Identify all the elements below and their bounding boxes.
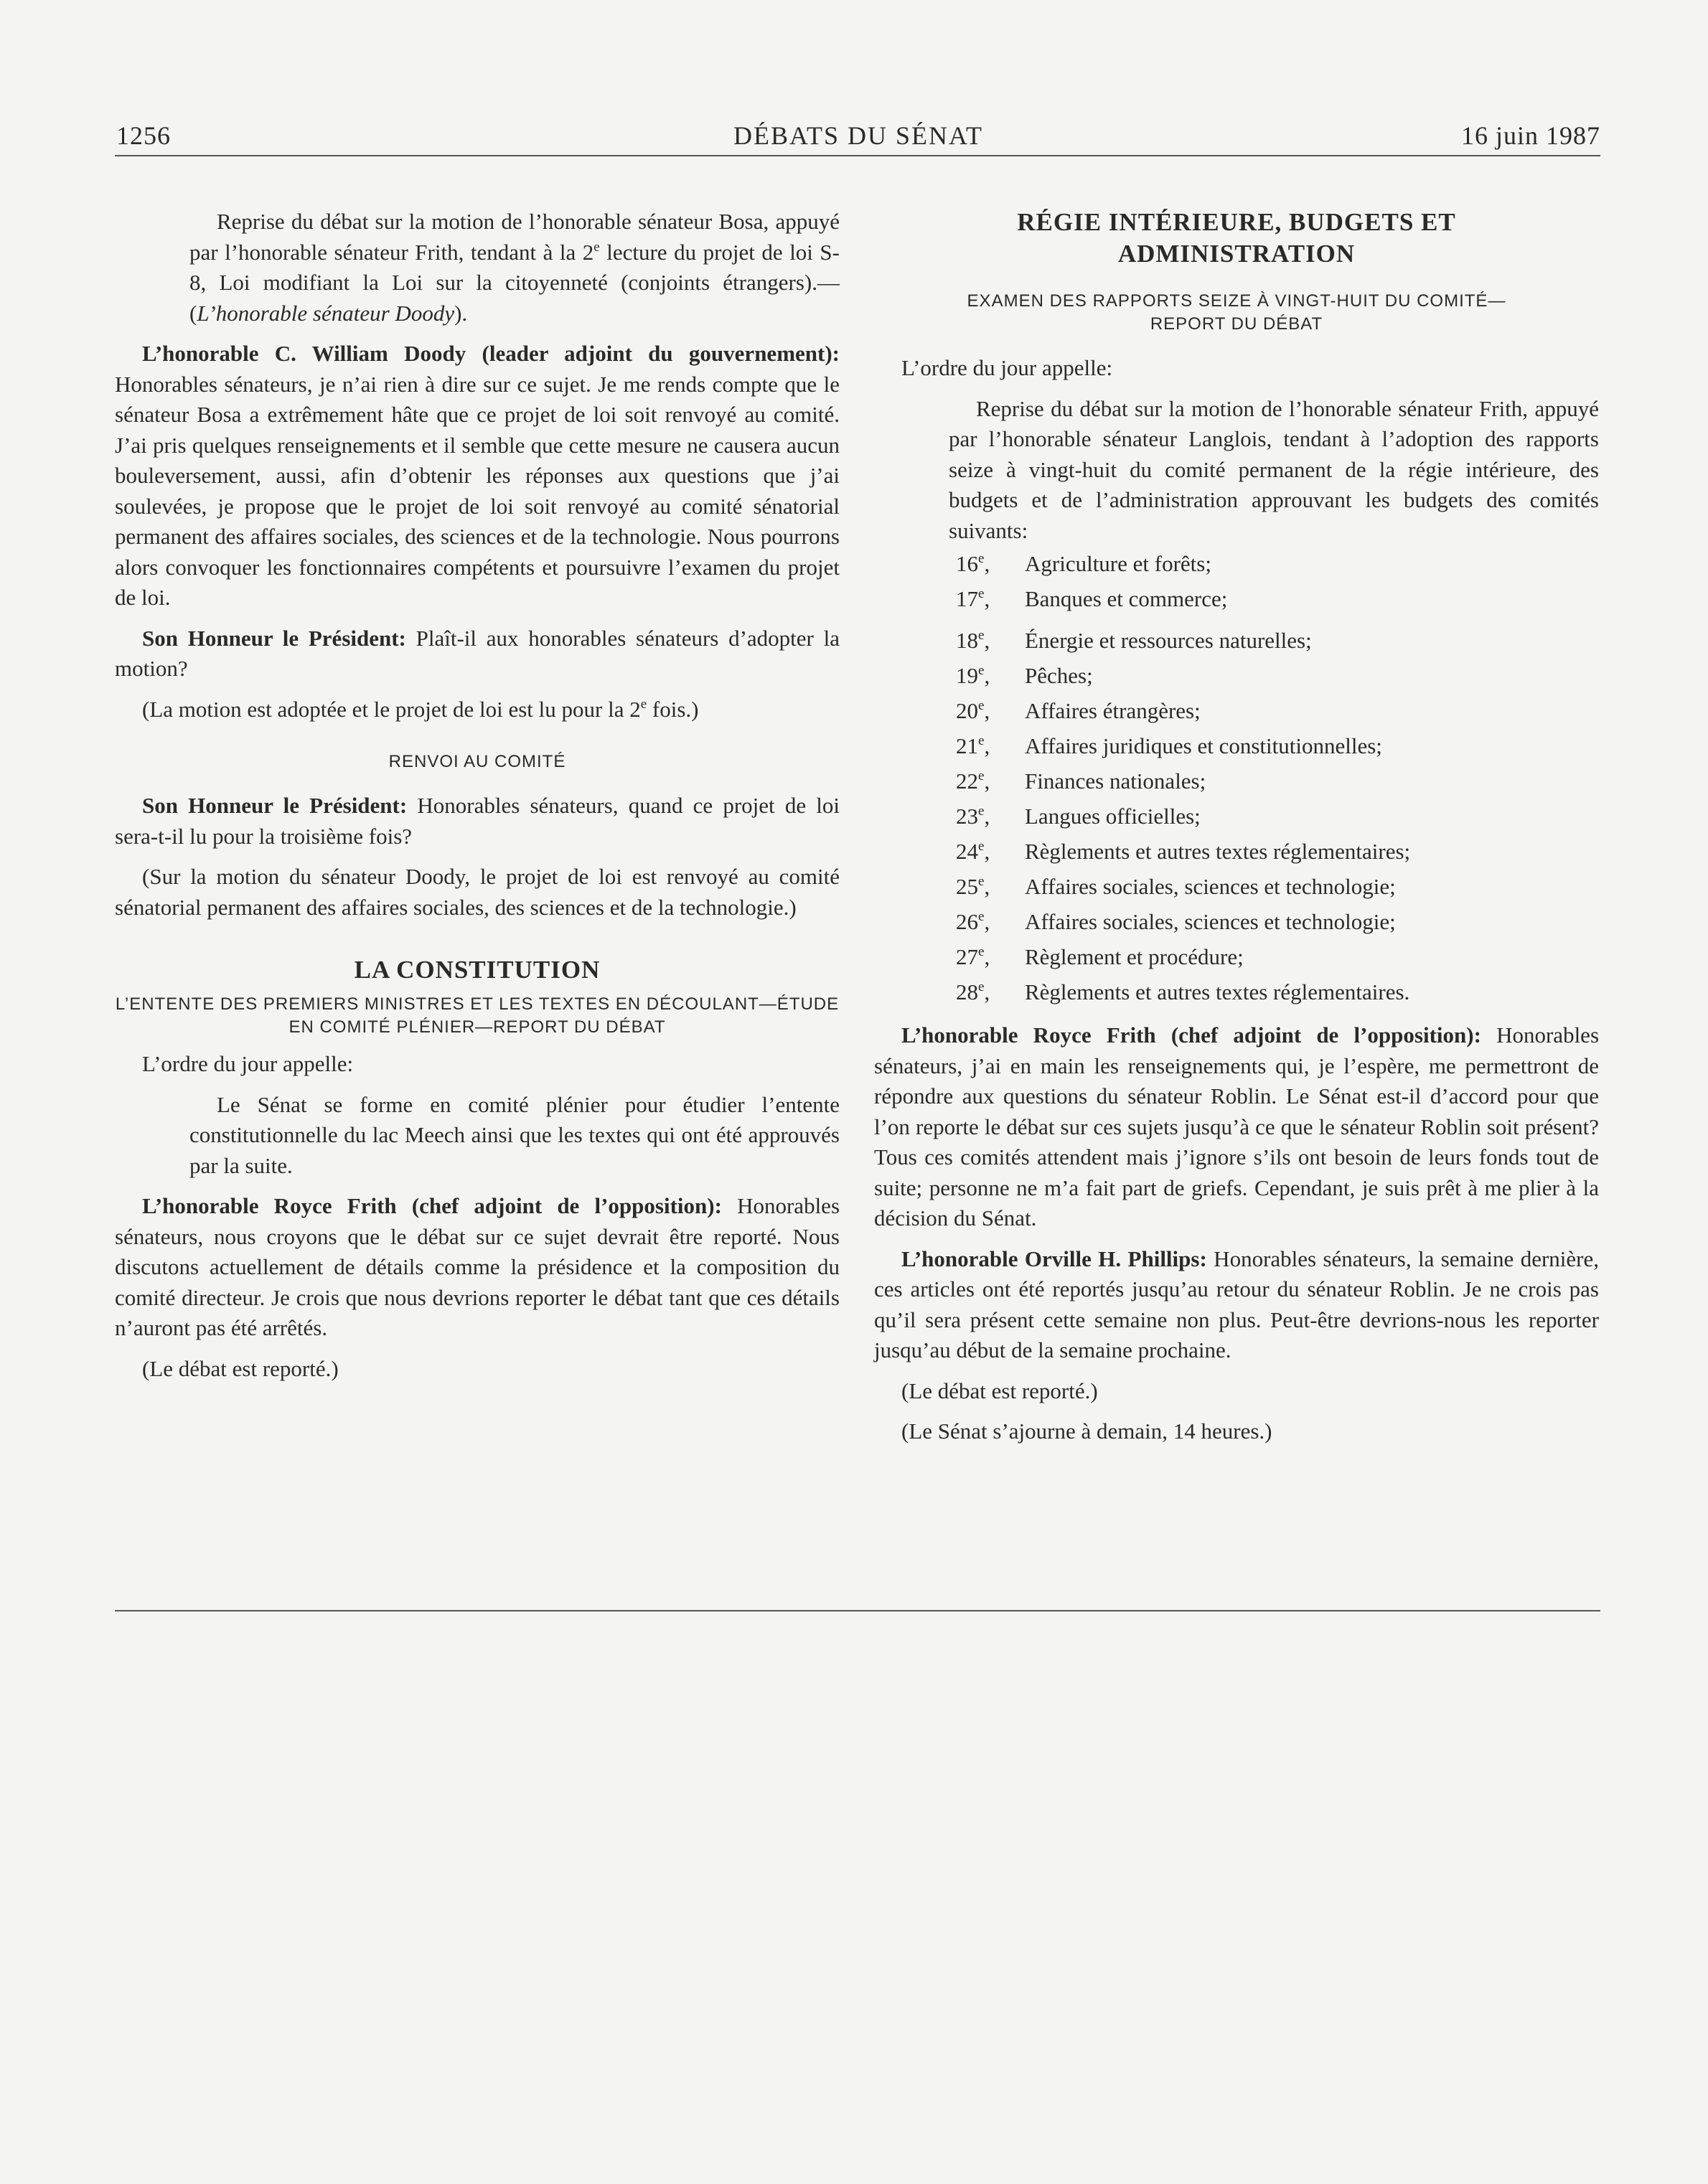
committee-list — [874, 549, 1599, 1007]
page-number: 1256 — [116, 121, 171, 150]
page-header — [116, 121, 1600, 155]
list-item: 26e, Affaires sociales, sciences et technologie; — [956, 909, 1396, 934]
speech-frith: L’honorable Royce Frith (chef adjoint de l’opposition): Honorables sénateurs, j’ai en main les renseignements qui, je l’espère, me permettront de répondre aux questions du sénateur Roblin. Le Sénat est-il d’accord pour que l’on reporte le débat sur ces sujets jusqu’à ce que le sénateur Roblin soit présent? Tous ces comités attendent mais j’ignore s’ils ont besoin de leurs fonds tout de suite; personne ne m’a fait part de griefs. Cependant, je suis prêt à me plier à la décision du Sénat. — [874, 1022, 1600, 1230]
motion-result: (La motion est adoptée et le projet de loi est lu pour la 2e fois.) — [142, 696, 699, 722]
order-of-day-text: Reprise du débat sur la motion de l’honorable sénateur Frith, appuyé par l’honorable sénateur Langlois, tendant à l’adoption des rapports seize à vingt-huit du comité permanent de la régie intérieure, des budgets et de l’administration approuvant les budgets des comités suivants: — [949, 395, 1599, 543]
speaker-name: L’honorable Orville H. Phillips: — [901, 1246, 1207, 1271]
speaker-name: L’honorable C. William Doody (leader adjoint du gouvernement): — [142, 341, 840, 366]
list-item: 24e, Règlements et autres textes réglementaires; — [956, 839, 1411, 864]
speech-phillips: L’honorable Orville H. Phillips: Honorables sénateurs, la semaine dernière, ces articles ont été reportés jusqu’au retour du sénateur Roblin. Je ne crois pas qu’il sera présent cette semaine non plus. Peut-être devrions-nous les reporter jusqu’au début de la semaine prochaine. — [874, 1246, 1599, 1362]
journal-title: DÉBATS DU SÉNAT — [733, 121, 984, 150]
debate-adjourned: (Le débat est reporté.) — [142, 1355, 339, 1381]
order-of-day-text: Reprise du débat sur la motion de l’honorable sénateur Bosa, appuyé par l’honorable sénateur Frith, tendant à la 2e lecture du projet de loi S-8, Loi modifiant la Loi sur la citoyenneté (conjoints étrangers).—(L’honorable sénateur Doody). — [189, 209, 840, 326]
list-item: 17e, Banques et commerce; — [956, 586, 1228, 611]
section-heading-constitution: LA CONSTITUTION — [354, 956, 601, 984]
speaker-name: L’honorable Royce Frith (chef adjoint de l’opposition): — [901, 1022, 1481, 1048]
subheading-constitution: L’ENTENTE DES PREMIERS MINISTRES ET LES TEXTES EN DÉCOULANT—ÉTUDE EN COMITÉ PLÉNIER—REPORT DU DÉBAT — [115, 994, 840, 1037]
section-heading-renvoi: RENVOI AU COMITÉ — [388, 752, 566, 771]
right-column — [874, 207, 1599, 1457]
speech-doody: L’honorable C. William Doody (leader adjoint du gouvernement): Honorables sénateurs, je n’ai rien à dire sur ce sujet. Je me rends compte que le sénateur Bosa a extrêmement hâte que ce projet de loi soit renvoyé au comité. J’ai pris quelques renseignements et il semble que cette mesure ne causera aucun bouleversement, aussi, afin d’obtenir les réponses aux questions que j’ai soulevées, je propose que le projet de loi soit renvoyé au comité sénatorial permanent des affaires sociales, des sciences et de la technologie. Nous pourrons alors convoquer les fonctionnaires compétents et poursuivre l’examen du projet de loi. — [115, 341, 840, 610]
footer-rule — [115, 1610, 1600, 1611]
list-item: 22e, Finances nationales; — [956, 768, 1206, 794]
speech-frith: L’honorable Royce Frith (chef adjoint de l’opposition): Honorables sénateurs, nous croyons que le débat sur ce sujet devrait être reporté. Nous discutons actuellement de détails comme la présidence et la composition du comité directeur. Je crois que nous devrions reporter le débat tant que ces détails n’auront pas été arrêtés. — [115, 1193, 840, 1340]
list-item: 18e, Énergie et ressources naturelles; — [956, 628, 1312, 653]
section-heading-regie: RÉGIE INTÉRIEURE, BUDGETS ET ADMINISTRATION — [1017, 208, 1456, 268]
list-item: 20e, Affaires étrangères; — [956, 698, 1201, 723]
header-rule — [115, 155, 1600, 156]
list-item: 21e, Affaires juridiques et constitutionnelles; — [956, 733, 1382, 758]
issue-date: 16 juin 1987 — [1460, 121, 1600, 150]
list-item: 23e, Langues officielles; — [956, 804, 1201, 829]
list-item: 28e, Règlements et autres textes réglementaires. — [956, 979, 1410, 1004]
senate-adjournment: (Le Sénat s’ajourne à demain, 14 heures.) — [901, 1418, 1272, 1444]
debate-adjourned: (Le débat est reporté.) — [901, 1378, 1098, 1403]
list-item: 19e, Pêches; — [956, 663, 1093, 688]
speaker-name: L’honorable Royce Frith (chef adjoint de l’opposition): — [142, 1193, 722, 1218]
speech-president-2: Son Honneur le Président: Honorables sénateurs, quand ce projet de loi sera-t-il lu pour la troisième fois? — [115, 793, 840, 849]
speaker-name: Son Honneur le Président: — [142, 793, 408, 818]
order-of-day-text-2: Le Sénat se forme en comité plénier pour étudier l’entente constitutionnelle du lac Meech ainsi que les textes qui ont été approuvés par la suite. — [189, 1091, 840, 1178]
left-column — [115, 207, 840, 1394]
speaker-name: Son Honneur le Président: — [142, 625, 406, 651]
subheading-regie: EXAMEN DES RAPPORTS SEIZE À VINGT-HUIT DU COMITÉ—REPORT DU DÉBAT — [967, 291, 1506, 334]
list-item: 27e, Règlement et procédure; — [956, 944, 1244, 969]
list-item: 16e, Agriculture et forêts; — [956, 551, 1211, 576]
referral-result: (Sur la motion du sénateur Doody, le projet de loi est renvoyé au comité sénatorial permanent des affaires sociales, des sciences et de la technologie.) — [115, 864, 840, 920]
order-of-day-label: L’ordre du jour appelle: — [142, 1051, 354, 1076]
list-item: 25e, Affaires sociales, sciences et technologie; — [956, 874, 1396, 899]
speech-president: Son Honneur le Président: Plaît-il aux honorables sénateurs d’adopter la motion? — [115, 625, 840, 681]
order-of-day-label: L’ordre du jour appelle: — [901, 355, 1113, 380]
